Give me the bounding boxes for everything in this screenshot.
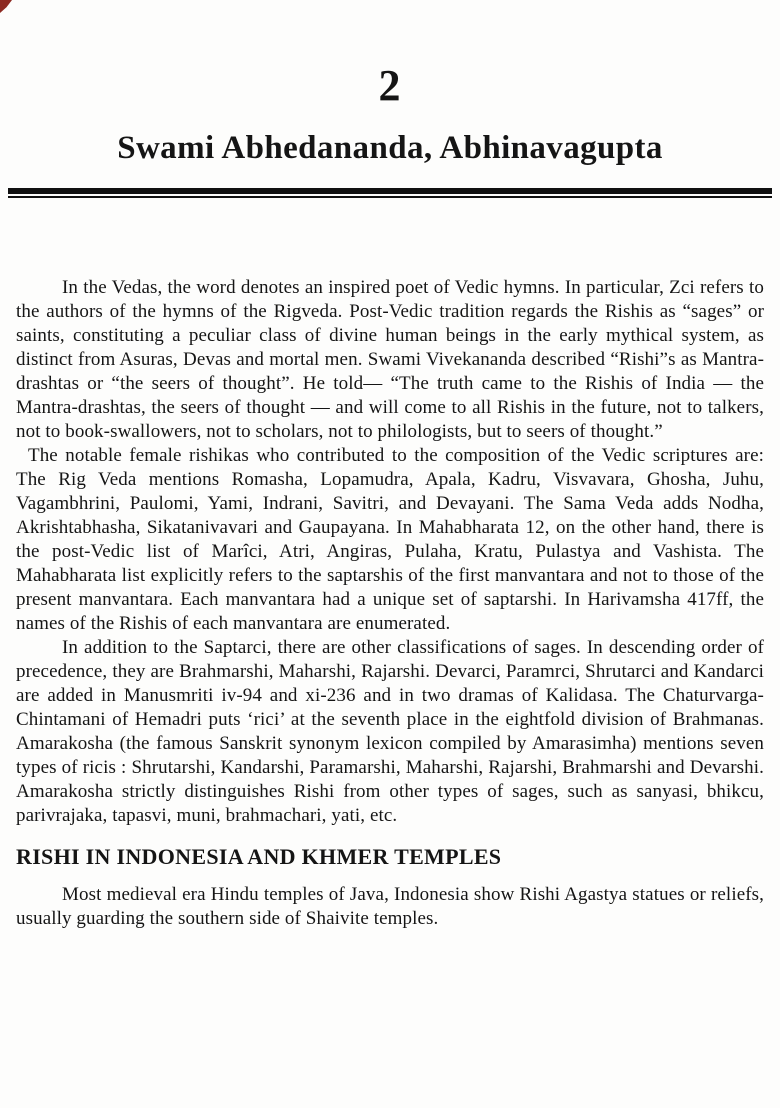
- paragraph-female-rishikas: The notable female rishikas who contributed to the composition of the Vedic scriptures are: The Rig Veda mentions Romasha, Lopamudra, Apala, Kadru, Visvavara, Ghosha, Juhu, Vagambhrini, Paulomi, Yami, Indrani, Savitri, and Devayani. The Sama Veda adds Nodha, Akrishtabhasha, Sikatanivavari and Gaupayana. In Mahabharata 12, on the other hand, there is the post-Vedic list of Marîci, Atri, Angiras, Pulaha, Kratu, Pulastya and Vashista. The Mahabharata list explicitly refers to the saptarshis of the first manvantara and not to those of the present manvantara. Each manvantara had a unique set of saptarshi. In Harivamsha 417ff, the names of the Rishis of each manvantara are enumerated.: [16, 445, 764, 635]
- chapter-number: 2: [378, 61, 402, 110]
- body-text: [16, 276, 764, 930]
- chapter-title: Swami Abhedananda, Abhinavagupta: [117, 130, 663, 166]
- scan-corner-artifact: [0, 0, 12, 13]
- divider-thin-line: [8, 196, 772, 198]
- paragraph-java-temples: Most medieval era Hindu temples of Java, Indonesia show Rishi Agastya statues or reliefs, usually guarding the southern side of Shaivite temples.: [16, 883, 764, 929]
- section-heading-rishi-indonesia: RISHI IN INDONESIA AND KHMER TEMPLES: [16, 844, 502, 870]
- divider-thick-line: [8, 188, 772, 194]
- paragraph-classifications: In addition to the Saptarci, there are other classifications of sages. In descending order of precedence, they are Brahmarshi, Maharshi, Rajarshi. Devarci, Paramrci, Shrutarci and Kandarci are added in Manusmriti iv-94 and xi-236 and in two dramas of Kalidasa. The Chaturvarga-Chintamani of Hemadri puts ‘rici’ at the seventh place in the eightfold division of Brahmanas. Amarakosha (the famous Sanskrit synonym lexicon compiled by Amarasimha) mentions seven types of ricis : Shrutarshi, Kandarshi, Paramarshi, Maharshi, Rajarshi, Brahmarshi and Devarshi. Amarakosha strictly distinguishes Rishi from other types of sages, such as sanyasi, bhikcu, parivrajaka, tapasvi, muni, brahmachari, yati, etc.: [16, 637, 764, 827]
- paragraph-vedas-rishi: In the Vedas, the word denotes an inspired poet of Vedic hymns. In particular, Zci refers to the authors of the hymns of the Rigveda. Post-Vedic tradition regards the Rishis as “sages” or saints, constituting a peculiar class of divine human beings in the early mythical system, as distinct from Asuras, Devas and mortal men. Swami Vivekananda described “Rishi”s as Mantra-drashtas or “the seers of thought”. He told— “The truth came to the Rishis of India — the Mantra-drashtas, the seers of thought — and will come to all Rishis in the future, not to talkers, not to book-swallowers, not to scholars, not to philologists, but to seers of thought.”: [16, 277, 764, 443]
- title-divider-rule: [8, 188, 772, 198]
